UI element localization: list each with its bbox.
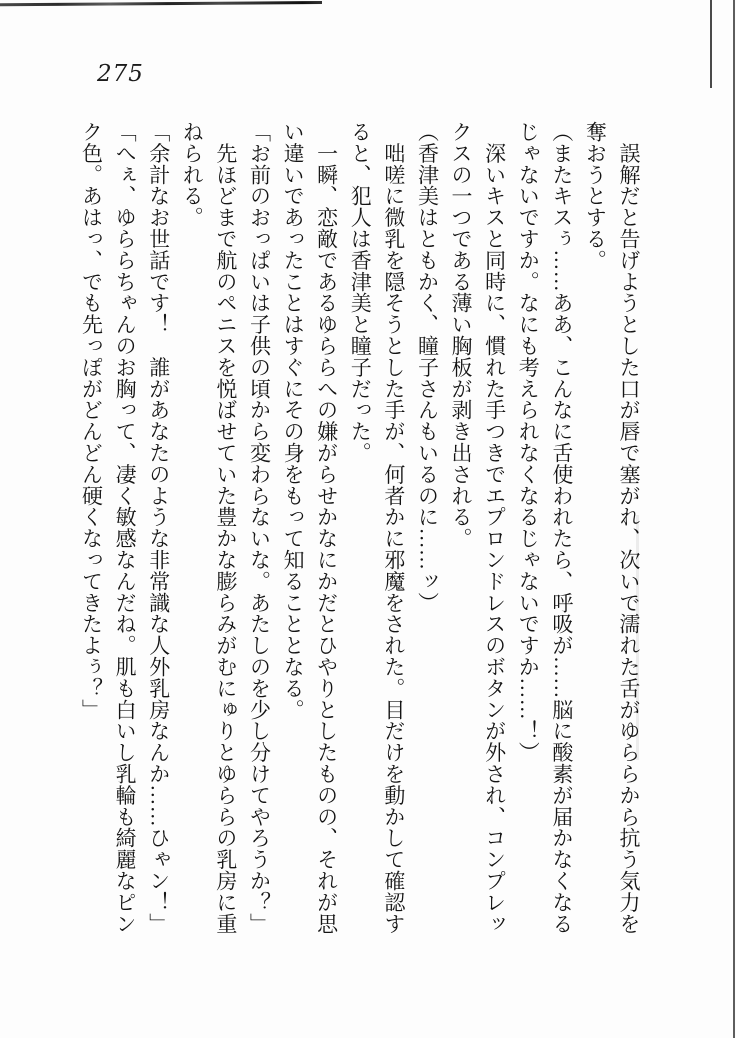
text-column: 「余計なお世話です！ 誰があなたのような非常識な人外乳房なんか……ひゃン！」	[146, 121, 171, 935]
page-number: 275	[97, 61, 144, 87]
text-column: ねられる。	[180, 121, 205, 228]
text-column: 「お前のおっぱいは子供の頃から変わらないな。あたしのを少し分けてやろうか？」	[247, 121, 272, 935]
scan-edge-right-line	[733, 0, 735, 1038]
text-column: （香津美はともかく、瞳子さんもいるのに……ッ）	[415, 121, 440, 614]
text-column: い違いであったことはすぐにその身をもって知ることとなる。	[281, 121, 306, 721]
text-column: 一瞬、恋敵であるゆららへの嫌がらせかなにかだとひやりとしたものの、それが思	[314, 121, 339, 935]
text-column: （またキスぅ……ああ、こんなに舌使われたら、呼吸が……脳に酸素が届かなくなる	[549, 121, 574, 935]
text-column: 誤解だと告げようとした口が唇で塞がれ、次いで濡れた舌がゆららから抗う気力を	[617, 121, 641, 935]
text-column: じゃないですか。なにも考えられなくなるじゃないですか……！）	[516, 121, 541, 763]
text-column: 奪おうとする。	[583, 121, 608, 271]
text-block	[69, 121, 645, 967]
scan-edge-top-line	[0, 1, 322, 6]
text-column: 深いキスと同時に、慣れた手つきでエプロンドレスのボタンが外され、コンプレッ	[482, 121, 507, 935]
text-column: 咄嗟に微乳を隠そうとした手が、何者かに邪魔をされた。目だけを動かして確認す	[381, 121, 406, 935]
text-column: ク色。あはっ、でも先っぽがどんどん硬くなってきたよぅ？」	[79, 121, 104, 721]
text-column: 先ほどまで航のペニスを悦ばせていた豊かな膨らみがむにゅりとゆららの乳房に重	[213, 121, 238, 935]
scan-edge-inner-line	[710, 0, 712, 88]
text-column: 「へぇ、ゆららちゃんのお胸って、凄く敏感なんだね。肌も白いし乳輪も綺麗なピン	[113, 121, 138, 935]
text-column: ると、犯人は香津美と瞳子だった。	[348, 121, 373, 464]
text-column: クスの一つである薄い胸板が剥き出される。	[449, 121, 474, 549]
